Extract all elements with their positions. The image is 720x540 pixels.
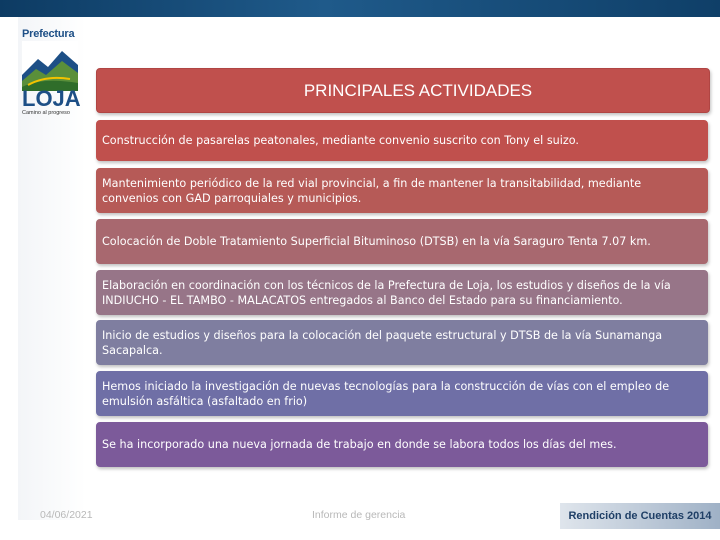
activity-text: Construcción de pasarelas peatonales, mediante convenio suscrito con Tony el suizo. bbox=[102, 134, 579, 147]
logo-loja-text: LOJA bbox=[22, 86, 81, 111]
title-box bbox=[96, 68, 710, 113]
activity-item bbox=[96, 168, 708, 213]
footer-badge-text: Rendición de Cuentas 2014 bbox=[568, 510, 712, 522]
activity-text: Hemos iniciado la investigación de nuevas tecnologías para la construcción de vías con el empleo de emulsión asfáltica (asfaltado en frio) bbox=[102, 379, 670, 408]
footer-date: 04/06/2021 bbox=[40, 509, 93, 521]
activity-item bbox=[96, 270, 708, 315]
page-title: PRINCIPALES ACTIVIDADES bbox=[303, 80, 533, 100]
activity-text: Se ha incorporado una nueva jornada de trabajo en donde se labora todos los días del mes. bbox=[102, 438, 617, 451]
activity-item bbox=[96, 371, 708, 416]
activity-text: Mantenimiento periódico de la red vial provincial, a fin de mantener la transitabilidad, mediante convenios con GAD parroquiales y municipios. bbox=[102, 176, 642, 205]
footer bbox=[0, 498, 720, 540]
logo-brand-text: Prefectura bbox=[22, 28, 75, 40]
prefectura-logo bbox=[22, 28, 86, 128]
activity-item bbox=[96, 320, 708, 365]
activity-text: Colocación de Doble Tratamiento Superficial Bituminoso (DTSB) en la vía Saraguro Tenta 7.07 km. bbox=[102, 235, 651, 248]
activity-text: Inicio de estudios y diseños para la colocación del paquete estructural y DTSB de la vía Sunamanga Sacapalca. bbox=[102, 328, 663, 357]
activity-item bbox=[96, 422, 708, 467]
activity-text: Elaboración en coordinación con los técnicos de la Prefectura de Loja, los estudios y diseños de la vía INDIUCHO - EL TAMBO - MALACATOS entregados al Banco del Estado para su financiamiento. bbox=[102, 278, 671, 307]
activity-item bbox=[96, 219, 708, 264]
activity-item bbox=[96, 120, 708, 161]
mountain-logo-icon bbox=[22, 41, 78, 91]
footer-badge bbox=[560, 503, 720, 529]
logo-slogan: Camino al progreso bbox=[22, 110, 70, 116]
footer-center-text: Informe de gerencia bbox=[312, 509, 406, 521]
top-bar bbox=[0, 0, 720, 17]
